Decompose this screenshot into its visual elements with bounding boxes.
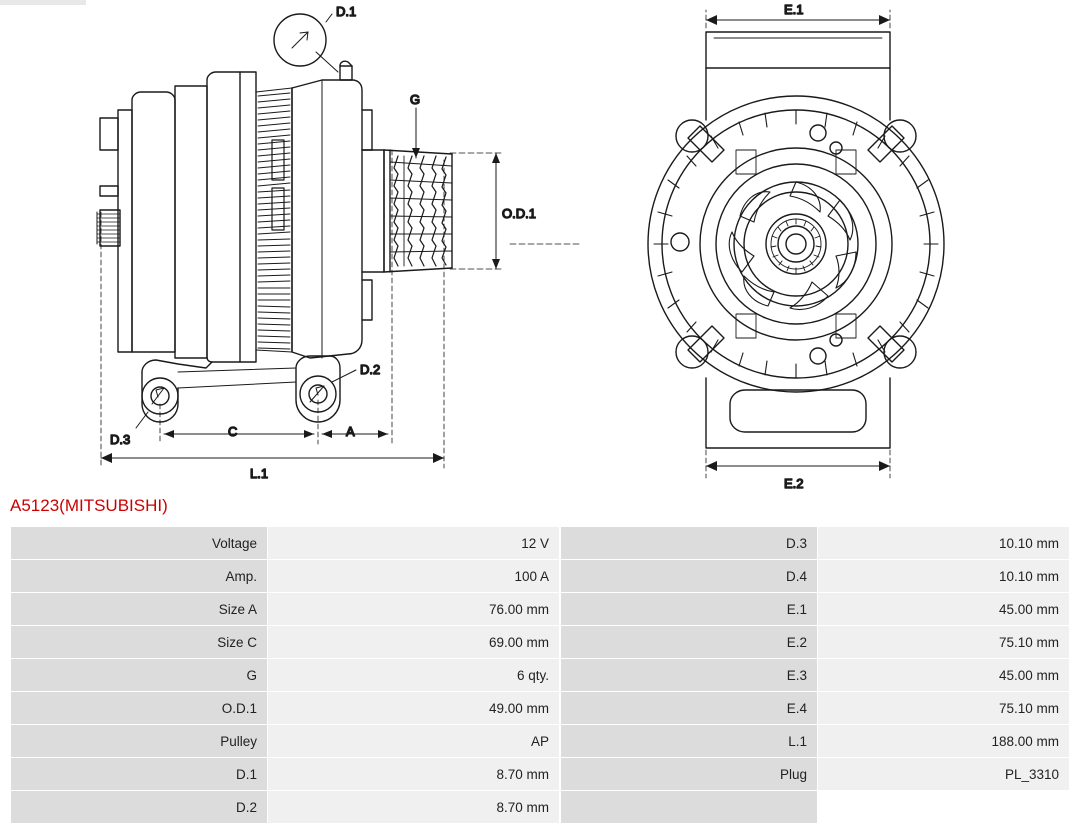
spec-label: Size C — [11, 626, 268, 659]
table-row — [561, 560, 1070, 593]
alternator-front-view — [648, 32, 944, 448]
spec-label: E.4 — [561, 692, 818, 725]
spec-label: E.3 — [561, 659, 818, 692]
dim-d2 — [310, 370, 356, 402]
label-d2: D.2 — [360, 362, 381, 377]
table-row — [561, 692, 1070, 725]
spec-label: D.2 — [11, 791, 268, 824]
label-a: A — [346, 424, 355, 439]
table-row — [561, 758, 1070, 791]
table-row — [11, 758, 560, 791]
spec-value: 6 qty. — [268, 659, 560, 692]
dim-g — [412, 108, 420, 158]
stator-stack — [256, 88, 292, 352]
spec-label: G — [11, 659, 268, 692]
spec-value: 12 V — [268, 527, 560, 560]
spec-label: E.2 — [561, 626, 818, 659]
table-row — [11, 659, 560, 692]
spec-value: 10.10 mm — [818, 527, 1070, 560]
table-row — [11, 725, 560, 758]
spec-value: 45.00 mm — [818, 593, 1070, 626]
table-row — [561, 527, 1070, 560]
spec-label-empty — [561, 791, 818, 824]
spec-label: D.1 — [11, 758, 268, 791]
alternator-rear-housing — [97, 118, 120, 246]
spec-value: 10.10 mm — [818, 560, 1070, 593]
spec-label: D.4 — [561, 560, 818, 593]
spec-table-left — [10, 526, 560, 824]
spec-value: 75.10 mm — [818, 626, 1070, 659]
spec-value: 100 A — [268, 560, 560, 593]
page-title: A5123(MITSUBISHI) — [10, 496, 168, 515]
spec-label: L.1 — [561, 725, 818, 758]
spec-value: 76.00 mm — [268, 593, 560, 626]
table-row — [561, 626, 1070, 659]
spec-label: E.1 — [561, 593, 818, 626]
spec-value: 188.00 mm — [818, 725, 1070, 758]
table-row — [561, 593, 1070, 626]
spec-value: AP — [268, 725, 560, 758]
table-row — [11, 626, 560, 659]
spec-value: PL_3310 — [818, 758, 1070, 791]
table-row — [11, 791, 560, 824]
label-g: G — [410, 92, 421, 107]
spec-label: D.3 — [561, 527, 818, 560]
table-row — [11, 527, 560, 560]
specification-tables — [10, 526, 1070, 824]
dim-d1 — [274, 14, 338, 72]
spec-label: Plug — [561, 758, 818, 791]
table-row — [11, 560, 560, 593]
label-od1: O.D.1 — [502, 206, 536, 221]
spec-value: 69.00 mm — [268, 626, 560, 659]
spec-value: 49.00 mm — [268, 692, 560, 725]
dim-e2 — [706, 450, 890, 478]
label-d1: D.1 — [336, 4, 357, 19]
spec-label: O.D.1 — [11, 692, 268, 725]
label-d3: D.3 — [110, 432, 131, 447]
spec-value-empty — [818, 791, 1070, 824]
dim-a — [322, 150, 392, 444]
dim-c — [160, 400, 318, 444]
table-row — [11, 692, 560, 725]
spec-label: Pulley — [11, 725, 268, 758]
spec-label: Size A — [11, 593, 268, 626]
label-c: C — [228, 424, 238, 439]
table-row — [11, 593, 560, 626]
spec-value: 8.70 mm — [268, 791, 560, 824]
spec-value: 45.00 mm — [818, 659, 1070, 692]
pulley — [384, 150, 452, 272]
spec-label: Voltage — [11, 527, 268, 560]
table-row — [561, 725, 1070, 758]
spec-value: 75.10 mm — [818, 692, 1070, 725]
label-e1: E.1 — [784, 2, 804, 17]
spec-label: Amp. — [11, 560, 268, 593]
spec-value: 8.70 mm — [268, 758, 560, 791]
table-row — [561, 659, 1070, 692]
mounting-ears — [142, 356, 340, 422]
table-row — [561, 791, 1070, 824]
label-e2: E.2 — [784, 476, 804, 491]
spec-table-right — [560, 526, 1070, 824]
label-l1: L.1 — [250, 466, 269, 481]
